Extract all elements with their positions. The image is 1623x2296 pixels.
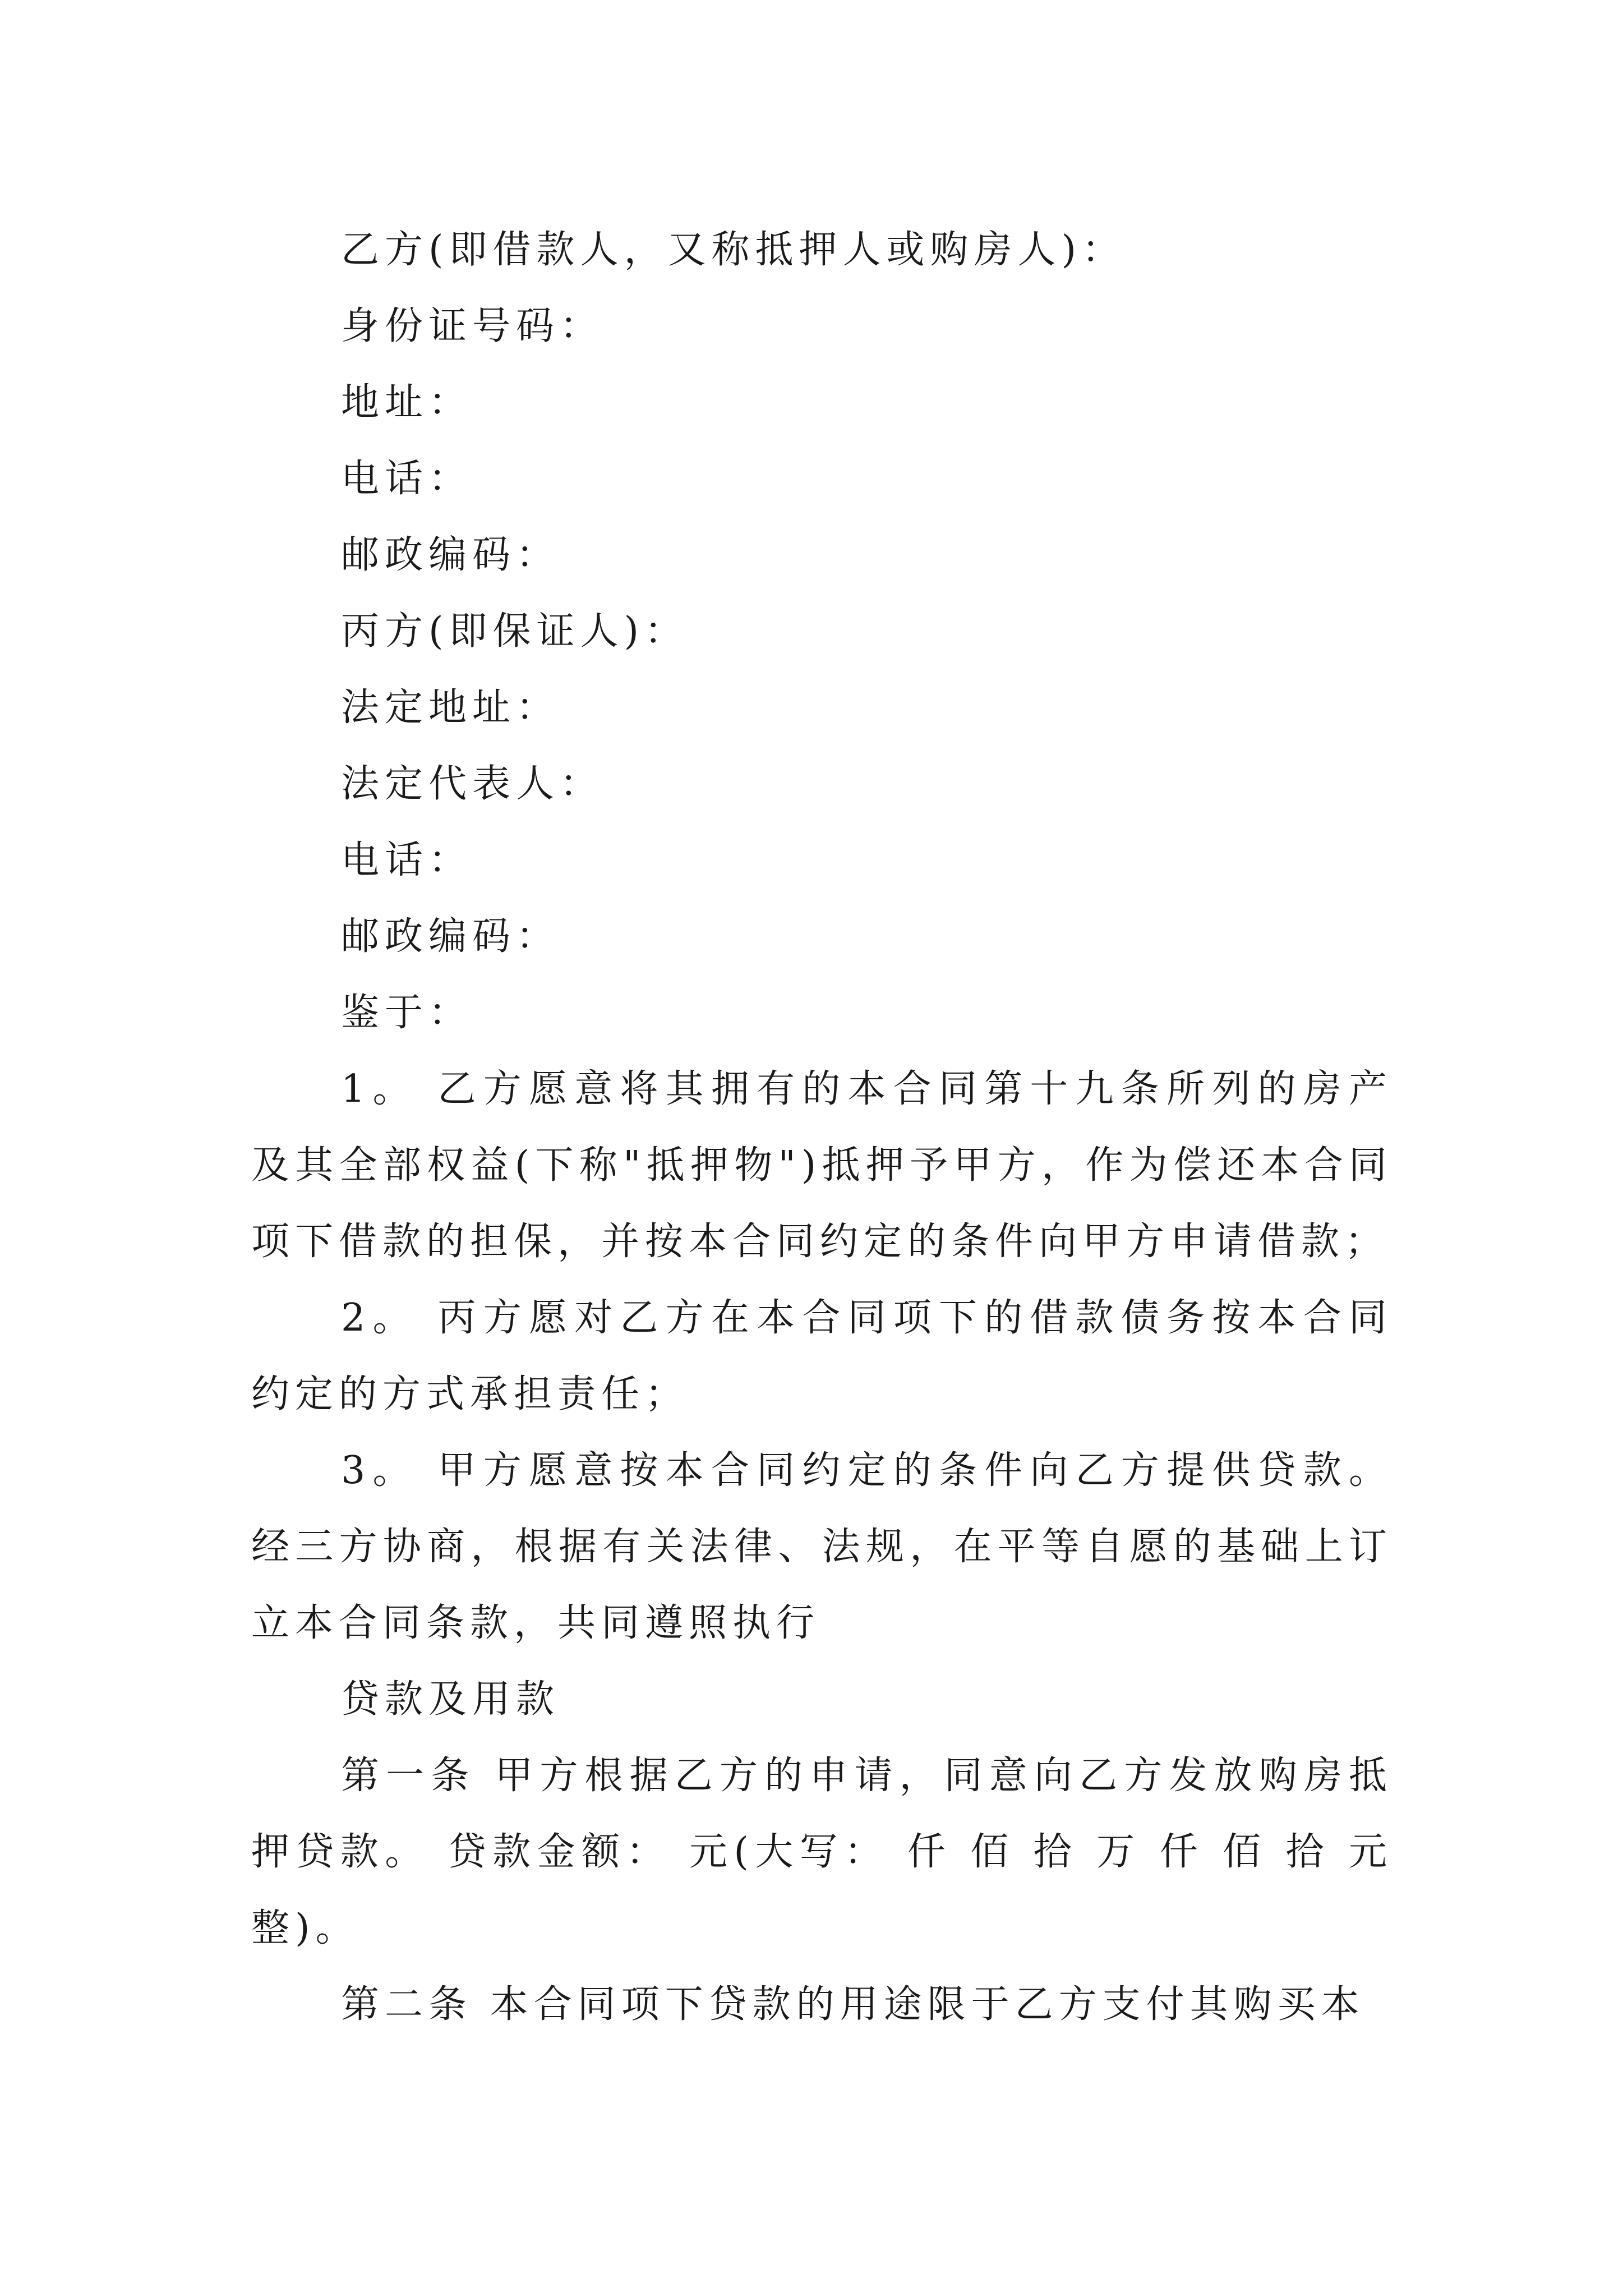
legal-address-label: 法定地址： bbox=[341, 685, 560, 730]
postal-code-label-2: 邮政编码： bbox=[341, 914, 560, 959]
article-1: 第一条 甲方根据乙方的申请，同意向乙方发放购房抵押贷款。 贷款金额： 元(大写： 仟 佰 拾 万 仟 佰 拾 元整)。 bbox=[251, 1754, 1393, 1950]
postal-code-label: 邮政编码： bbox=[341, 533, 560, 577]
recital-2: 2。 丙方愿对乙方在本合同项下的借款债务按本合同约定的方式承担责任； bbox=[251, 1296, 1393, 1416]
address-label: 地址： bbox=[341, 380, 473, 425]
document-body bbox=[251, 212, 1393, 2043]
legal-representative-label: 法定代表人： bbox=[341, 762, 604, 806]
recital-1: 1。 乙方愿意将其拥有的本合同第十九条所列的房产及其全部权益(下称"抵押物")抵押予甲方，作为偿还本合同项下借款的担保，并按本合同约定的条件向甲方申请借款； bbox=[251, 1067, 1393, 1264]
phone-label-2: 电话： bbox=[341, 838, 473, 882]
party-c-heading: 丙方(即保证人)： bbox=[341, 609, 689, 654]
id-number-label: 身份证号码： bbox=[341, 304, 604, 348]
whereas-heading: 鉴于： bbox=[341, 991, 473, 1035]
phone-label: 电话： bbox=[341, 457, 473, 501]
article-2: 第二条 本合同项下贷款的用途限于乙方支付其购买本 bbox=[341, 1982, 1365, 2027]
recital-3: 3。 甲方愿意按本合同约定的条件向乙方提供贷款。经三方协商，根据有关法律、法规，在平等自愿的基础上订立本合同条款，共同遵照执行 bbox=[251, 1448, 1393, 1645]
section-heading-loan: 贷款及用款 bbox=[341, 1677, 560, 1722]
party-b-heading: 乙方(即借款人，又称抵押人或购房人)： bbox=[341, 228, 1126, 272]
